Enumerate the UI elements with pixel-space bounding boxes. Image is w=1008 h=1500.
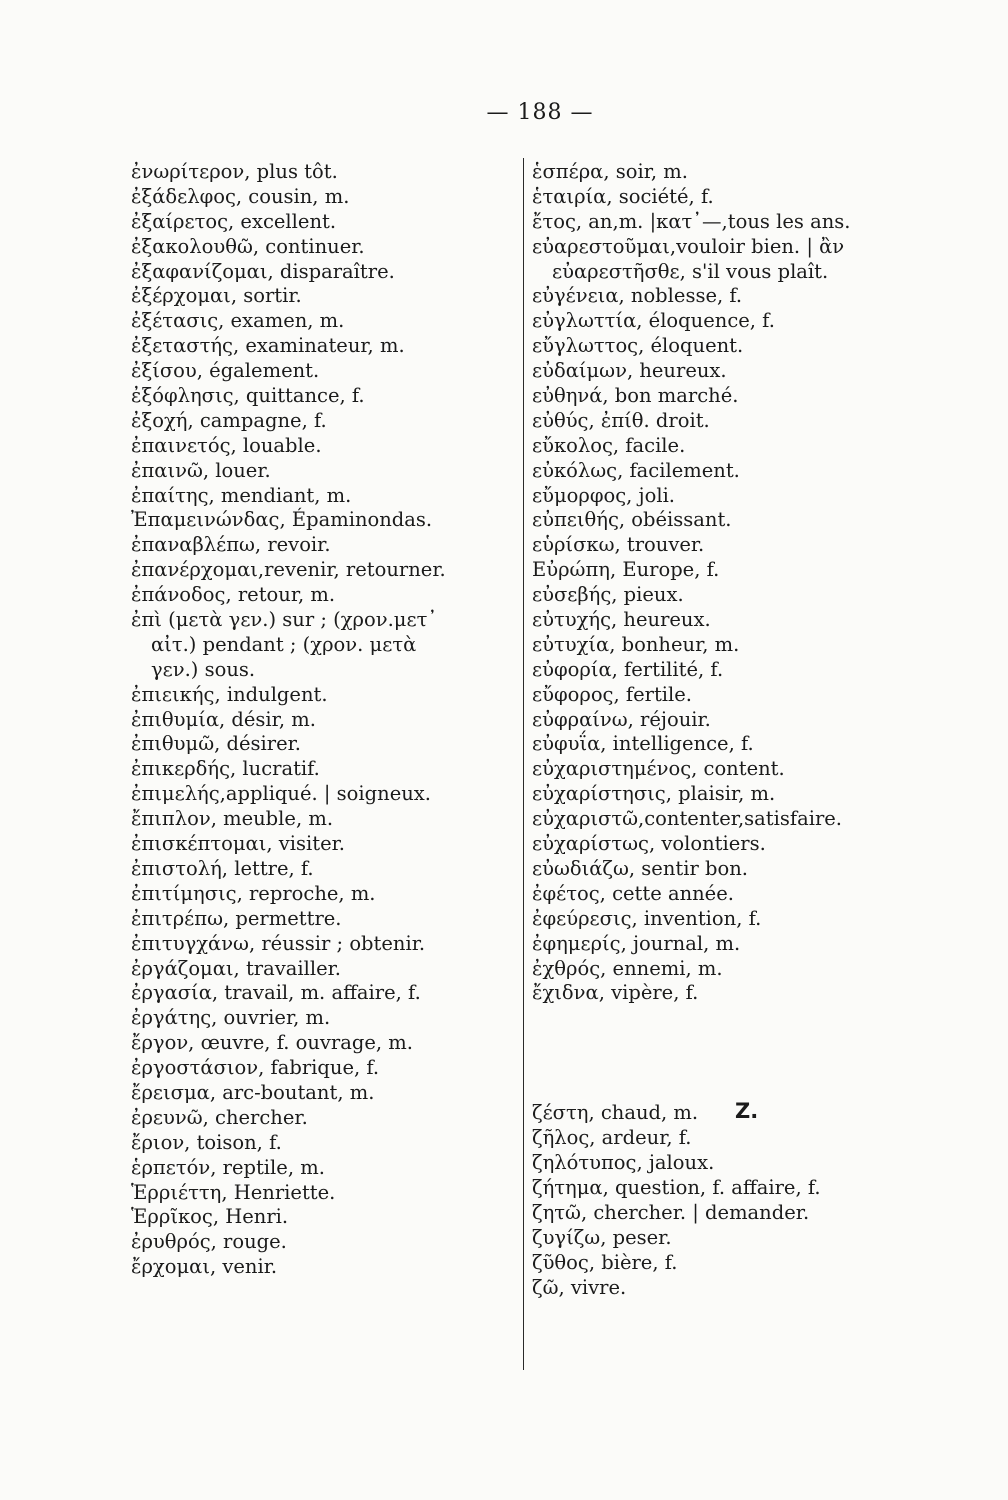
dictionary-entry: ἐξίσου, également. (131, 359, 320, 383)
dictionary-entry: εὐχαριστῶ,contenter,satisfaire. (532, 807, 843, 831)
dictionary-entry: εὐαρεστοῦμαι,vouloir bien. | ἂν (532, 234, 845, 258)
dictionary-entry: ἐπαναβλέπω, revoir. (131, 533, 331, 557)
dictionary-entry: ζυγίζω, peser. (532, 1225, 672, 1249)
dictionary-entry: εὐθύς, ἐπίθ. droit. (532, 408, 710, 432)
dictionary-entry: ἔτος, an,m. |κατ᾽—,tous les ans. (532, 209, 851, 233)
dictionary-entry: ἐπιθυμῶ, désirer. (131, 732, 301, 756)
dictionary-entry: ἐπιτρέπω, permettre. (131, 906, 342, 930)
dictionary-entry: εὑρίσκω, trouver. (532, 533, 705, 557)
dictionary-entry: Ἑρρῖκος, Henri. (131, 1205, 289, 1229)
section-gap (532, 1006, 972, 1101)
dictionary-entry: ζῆλος, ardeur, f. (532, 1126, 692, 1150)
dictionary-entry: ἐξέρχομαι, sortir. (131, 284, 302, 308)
dictionary-entry: ζητῶ, chercher. | demander. (532, 1200, 810, 1224)
dictionary-entry: ἐπιστολή, lettre, f. (131, 856, 314, 880)
dictionary-entry: εὐχαρίστησις, plaisir, m. (532, 782, 776, 806)
dictionary-entry: ἐχθρός, ennemi, m. (532, 956, 723, 980)
dictionary-entry: ἐπιτυγχάνω, réussir ; obtenir. (131, 931, 426, 955)
dictionary-entry: ἐπικερδής, lucratif. (131, 757, 320, 781)
dictionary-entry: ἐρυθρός, rouge. (131, 1230, 287, 1254)
dictionary-entry: ἑρπετόν, reptile, m. (131, 1155, 325, 1179)
dictionary-entry: εὐτυχία, bonheur, m. (532, 632, 740, 656)
dictionary-entry: ἐξακολουθῶ, continuer. (131, 234, 365, 258)
dictionary-entry: ἐπιεικής, indulgent. (131, 682, 328, 706)
dictionary-entry: ἐνωρίτερον, plus tôt. (131, 160, 338, 183)
dictionary-entry: ζήτημα, question, f. affaire, f. (532, 1175, 821, 1199)
dictionary-entry: ζῶ, vivre. (532, 1275, 627, 1299)
dictionary-entry: ζέστη, chaud, m. (532, 1101, 699, 1125)
dictionary-entry: ἐξοχή, campagne, f. (131, 408, 327, 432)
dictionary-entry: ἐργασία, travail, m. affaire, f. (131, 981, 421, 1005)
dictionary-entry: ἐπαινῶ, louer. (131, 458, 271, 482)
dictionary-entry: ἐργοστάσιον, fabrique, f. (131, 1056, 380, 1080)
dictionary-entry: ἔρεισμα, arc-boutant, m. (131, 1080, 375, 1104)
dictionary-entry: ἐπιμελής,appliqué. | soigneux. (131, 782, 431, 806)
dictionary-entry: εὐθηνά, bon marché. (532, 384, 739, 408)
dictionary-entry: ἐξεταστής, examinateur, m. (131, 334, 405, 358)
dictionary-entry: ζηλότυπος, jaloux. (532, 1151, 715, 1175)
dictionary-entry: ἔχιδνα, vipère, f. (532, 981, 699, 1005)
dictionary-entry: εὔγλωττος, éloquent. (532, 334, 744, 358)
dictionary-entry: εὐφυΐα, intelligence, f. (532, 732, 754, 756)
right-column (532, 160, 972, 1300)
dictionary-entry: εὔμορφος, joli. (532, 483, 676, 507)
dictionary-entry: ἐργάζομαι, travailler. (131, 956, 341, 980)
dictionary-entry-continuation: εὐαρεστῆσθε, s'il vous plaît. (552, 259, 829, 283)
dictionary-entry: ἔριον, toison, f. (131, 1130, 282, 1154)
dictionary-entry: εὐπειθής, obéissant. (532, 508, 732, 532)
dictionary-entry: ἐπανέρχομαι,revenir, retourner. (131, 558, 446, 582)
dictionary-entry: εὐχαριστημένος, content. (532, 757, 785, 781)
dictionary-entry: ἐπάνοδος, retour, m. (131, 583, 336, 607)
dictionary-entry: ἐφέτος, cette année. (532, 881, 734, 905)
dictionary-entry: ἔρχομαι, venir. (131, 1255, 278, 1279)
dictionary-entry: Ἐπαμεινώνδας, Épaminondas. (131, 508, 433, 532)
dictionary-entry: ἐφεύρεσις, invention, f. (532, 906, 762, 930)
dictionary-entry-continuation: αἰτ.) pendant ; (χρον. μετὰ (151, 632, 417, 656)
dictionary-entry: ἑσπέρα, soir, m. (532, 160, 688, 183)
dictionary-entry: εὐδαίμων, heureux. (532, 359, 727, 383)
column-divider (523, 158, 524, 1370)
dictionary-entry: Εὐρώπη, Europe, f. (532, 558, 720, 582)
dictionary-entry: εὐγλωττία, éloquence, f. (532, 309, 775, 333)
dictionary-entry: εὔφορος, fertile. (532, 682, 692, 706)
dictionary-entry: ἐξάδελφος, cousin, m. (131, 184, 350, 208)
dictionary-entry: ἐπὶ (μετὰ γεν.) sur ; (χρον.μετ᾽ (131, 608, 438, 632)
dictionary-entry: εὔκολος, facile. (532, 433, 686, 457)
dictionary-entry: ἐξαφανίζομαι, disparaître. (131, 259, 395, 283)
dictionary-entry: ἐξέτασις, examen, m. (131, 309, 345, 333)
dictionary-entry: ἑταιρία, société, f. (532, 184, 714, 208)
dictionary-entry: εὐγένεια, noblesse, f. (532, 284, 743, 308)
dictionary-entry: εὐκόλως, facilement. (532, 458, 740, 482)
dictionary-entry: ἐπισκέπτομαι, visiter. (131, 832, 346, 856)
dictionary-entry: ζῦθος, bière, f. (532, 1250, 678, 1274)
dictionary-entry: ἐξαίρετος, excellent. (131, 209, 337, 233)
left-column (131, 160, 511, 1280)
dictionary-entry-continuation: γεν.) sous. (151, 657, 256, 681)
section-heading-z: Z. (735, 1099, 759, 1123)
dictionary-entry: εὐσεβής, pieux. (532, 583, 684, 607)
dictionary-entry: ἐπιθυμία, désir, m. (131, 707, 316, 731)
dictionary-entry: ἐφημερίς, journal, m. (532, 931, 741, 955)
dictionary-entry: Ἑρριέττη, Henriette. (131, 1180, 336, 1204)
dictionary-entry: εὐχαρίστως, volontiers. (532, 832, 766, 856)
dictionary-entry: ἐξόφλησις, quittance, f. (131, 384, 365, 408)
dictionary-entry: ἐπαίτης, mendiant, m. (131, 483, 352, 507)
dictionary-entry: εὐφραίνω, réjouir. (532, 707, 711, 731)
dictionary-entry: ἔπιπλον, meuble, m. (131, 807, 334, 831)
dictionary-entry: εὐτυχής, heureux. (532, 608, 711, 632)
dictionary-entry: ἔργον, œuvre, f. ouvrage, m. (131, 1031, 413, 1055)
dictionary-entry: ἐπιτίμησις, reproche, m. (131, 881, 376, 905)
dictionary-entry: ἐργάτης, ouvrier, m. (131, 1006, 331, 1030)
page-number: — 188 — (486, 100, 594, 125)
dictionary-entry: εὐωδιάζω, sentir bon. (532, 856, 748, 880)
dictionary-entry: ἐρευνῶ, chercher. (131, 1105, 308, 1129)
dictionary-entry: εὐφορία, fertilité, f. (532, 657, 724, 681)
dictionary-entry: ἐπαινετός, louable. (131, 433, 322, 457)
